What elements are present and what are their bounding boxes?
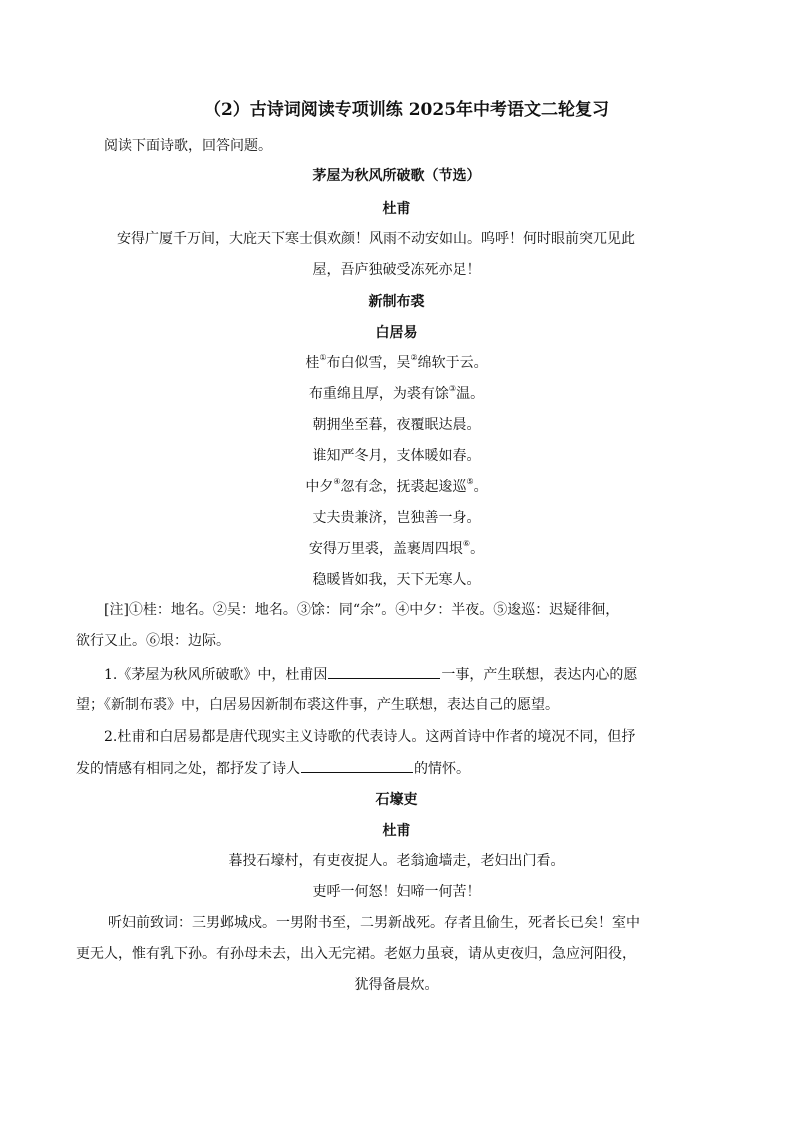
poem3-verse-2: 吏呼一何怒！妇啼一何苦！	[312, 884, 481, 900]
poem2-verse-8: 稳暖皆如我，天下无寒人。	[312, 572, 481, 588]
notes-line2: 欲行又止。⑥垠：边际。	[76, 633, 230, 649]
page-title: （2）古诗词阅读专项训练 2025年中考语文二轮复习	[203, 100, 610, 120]
poem3-title: 石壕吏	[375, 792, 418, 808]
poem2-verse-6: 丈夫贵兼济，岂独善一身。	[312, 510, 481, 526]
question-1-cont: 望；《新制布裘》中，白居易因新制布裘这件事，产生联想，表达自己的愿望。	[76, 697, 559, 713]
poem3-verse-5: 犹得备晨炊。	[354, 977, 439, 993]
poem3-verse-4: 更无人，惟有乳下孙。有孙母未去，出入无完裙。老妪力虽衰，请从吏夜归，急应河阳役，	[76, 946, 636, 962]
poem2-verse-3: 朝拥坐至暮，夜覆眠达晨。	[312, 417, 481, 433]
poem1-title: 茅屋为秋风所破歌（节选）	[312, 168, 481, 184]
poem2-title: 新制布裘	[368, 294, 425, 310]
poem1-author: 杜甫	[382, 201, 411, 217]
question-2-cont: 发的情感有相同之处，都抒发了诗人 的情怀。	[76, 758, 470, 778]
poem3-verse-1: 暮投石壕村，有吏夜捉人。老翁逾墙走，老妇出门看。	[228, 853, 565, 869]
question-1: 1.《茅屋为秋风所破歌》中，杜甫因 一事，产生联想，表达内心的愿	[104, 664, 637, 684]
poem3-verse-3: 听妇前致词：三男邺城戍。一男附书至，二男新战死。存者且偷生，死者长已矣！室中	[108, 915, 640, 931]
answer-blank-2[interactable]	[301, 758, 413, 773]
poem1-text-line1: 安得广厦千万间，大庇天下寒士俱欢颜！风雨不动安如山。呜呼！何时眼前突兀见此	[117, 231, 635, 247]
poem2-verse-7: 安得万里裘，盖裹周四垠⑥。	[308, 539, 485, 557]
notes-line1: [注]①桂：地名。②吴：地名。③馀：同“余”。④中夕：半夜。⑤逡巡：迟疑徘徊，	[104, 602, 620, 618]
answer-blank-1[interactable]	[328, 664, 440, 679]
poem2-author: 白居易	[375, 325, 418, 341]
instruction-text: 阅读下面诗歌，回答问题。	[104, 138, 272, 154]
poem2-verse-1: 桂①布白似雪，吴②绵软于云。	[305, 353, 488, 371]
poem2-verse-4: 谁知严冬月，支体暖如春。	[312, 448, 481, 464]
poem3-author: 杜甫	[382, 823, 411, 839]
poem1-text-line2: 屋，吾庐独破受冻死亦足！	[312, 262, 481, 278]
poem2-verse-2: 布重绵且厚，为裘有馀③温。	[308, 384, 485, 402]
question-2: 2.杜甫和白居易都是唐代现实主义诗歌的代表诗人。这两首诗中作者的境况不同，但抒	[104, 729, 636, 745]
poem2-verse-5: 中夕④忽有念，抚裘起逡巡⑤。	[305, 477, 488, 495]
